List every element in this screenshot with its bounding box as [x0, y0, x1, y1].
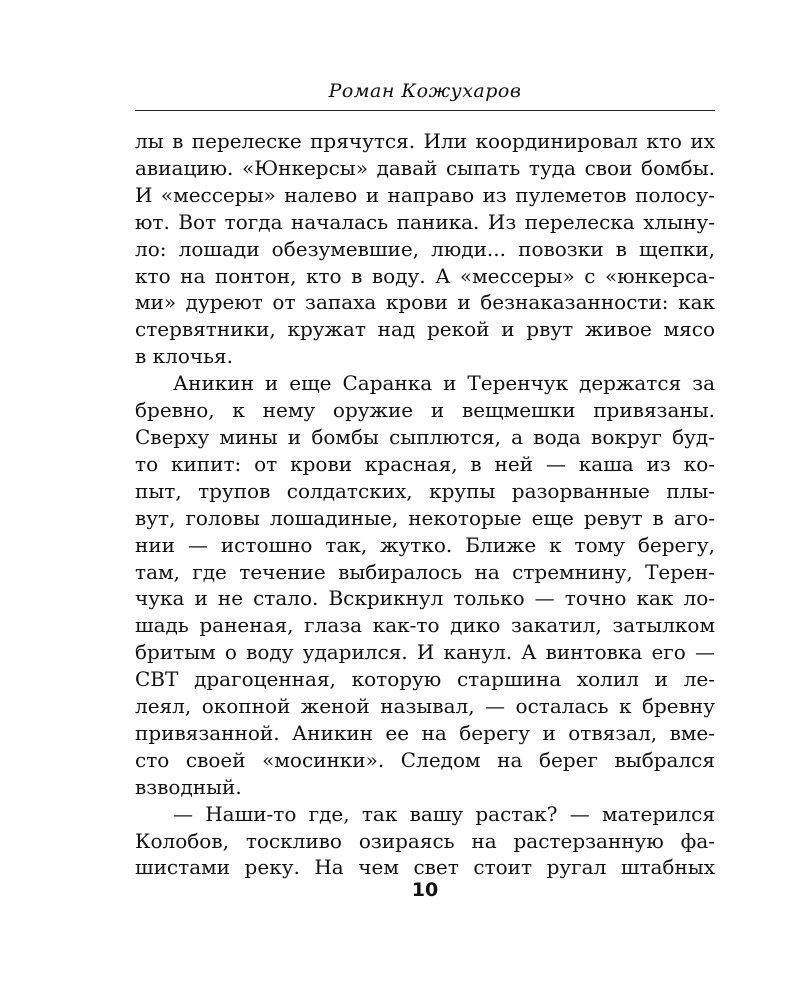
text-line: там, где течение выбиралось на стремнину, Терен-	[135, 559, 715, 584]
text-line: ло: лошади обезумевшие, люди... повозки в щепки,	[135, 236, 715, 261]
page-number: 10	[411, 879, 439, 901]
text-line: бритым о воду ударился. И канул. А винтовка его —	[135, 640, 715, 665]
text-line: кто на понтон, кто в воду. А «мессеры» с «юнкерса-	[135, 263, 715, 288]
paragraph-first-line: Аникин и еще Саранка и Теренчук держатся за	[173, 371, 715, 396]
text-line: стервятники, кружат над рекой и рвут живое мясо	[135, 317, 715, 342]
text-line: Сверху мины и бомбы сыплются, а вода вокруг буд-	[135, 424, 715, 449]
text-line: привязанной. Аникин ее на берегу и отвязал, вме-	[135, 720, 715, 745]
running-head-title: Роман Кожухаров	[328, 80, 522, 102]
text-line: леял, окопной женой называл, — осталась к бревну	[135, 694, 715, 719]
text-line: вут, головы лошадиные, некоторые еще ревут в аго-	[135, 505, 715, 530]
text-line: ми» дуреют от запаха крови и безнаказанности: как	[135, 290, 715, 315]
text-line: ют. Вот тогда началась паника. Из перелеска хлыну-	[135, 209, 715, 234]
text-line: авиацию. «Юнкерсы» давай сыпать туда свои бомбы.	[135, 155, 715, 180]
text-line: СВТ драгоценная, которую старшина холил и ле-	[135, 667, 715, 692]
text-line: И «мессеры» налево и направо из пулеметов полосу-	[135, 182, 715, 207]
text-line: бревно, к нему оружие и вещмешки привязаны.	[135, 398, 715, 423]
text-line: сто своей «мосинки». Следом на берег выбрался	[135, 747, 715, 772]
text-line: шистами реку. На чем свет стоит ругал штабных	[135, 855, 715, 880]
text-line: шадь раненая, глаза как-то дико закатил, затылком	[135, 613, 715, 638]
text-line: пыт, трупов солдатских, крупы разорванные плы-	[135, 478, 715, 503]
text-line: то кипит: от крови красная, в ней — каша из ко-	[135, 451, 715, 476]
paragraph-first-line: — Наши-то где, так вашу растак? — матерился	[173, 801, 715, 826]
header-rule	[135, 110, 715, 111]
text-line: нии — истошно так, жутко. Ближе к тому берегу,	[135, 532, 715, 557]
text-line: лы в перелеске прячутся. Или координировал кто их	[135, 129, 715, 153]
body-text	[135, 128, 715, 881]
text-line: чука и не стало. Вскрикнул только — точно как ло-	[135, 586, 715, 611]
text-line: Колобов, тоскливо озираясь на растерзанную фа-	[135, 828, 715, 853]
text-line: взводный.	[135, 774, 242, 799]
text-line: в клочья.	[135, 344, 233, 369]
